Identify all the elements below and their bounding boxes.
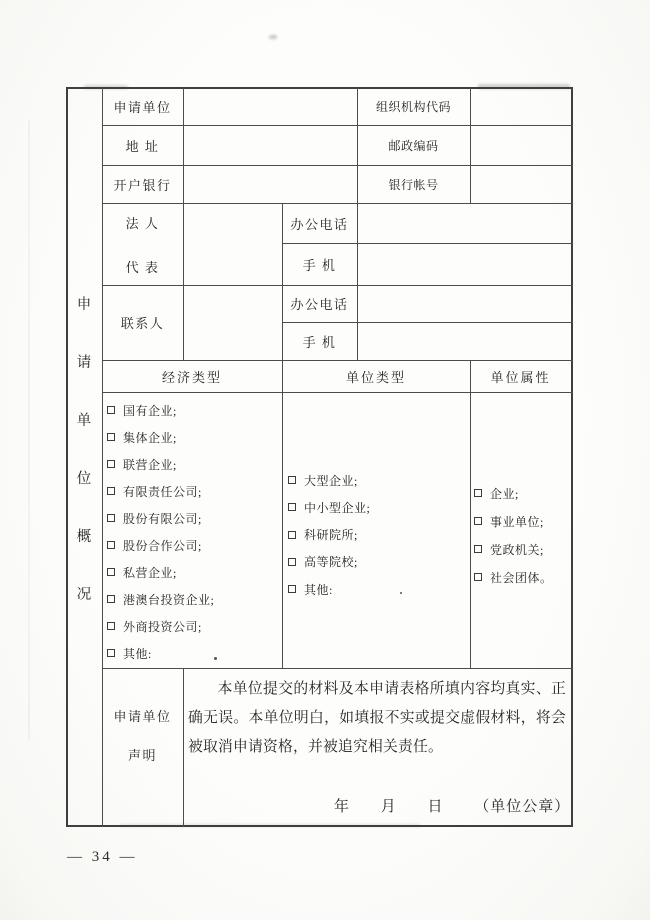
checkbox-icon — [474, 573, 482, 581]
economic-type-list — [107, 403, 279, 660]
declaration-label-line2: 声明 — [127, 747, 157, 763]
checkbox-label: 股份合作公司; — [123, 538, 202, 553]
checkbox-item — [107, 484, 279, 498]
legal-rep-office-phone-label: 办公电话 — [290, 216, 349, 232]
checkbox-item — [107, 511, 279, 525]
checkbox-icon — [107, 649, 115, 657]
scan-speck — [214, 657, 217, 660]
page-number: — 34 — — [67, 849, 138, 865]
checkbox-icon — [107, 406, 115, 414]
unit-type-list — [288, 473, 466, 596]
side-title-char: 位 — [76, 471, 92, 487]
legal-rep-mobile-value-cell — [357, 243, 571, 285]
legal-rep-label-line2: 代 表 — [125, 259, 160, 275]
checkbox-item — [107, 592, 279, 606]
checkbox-label: 科研院所; — [304, 528, 358, 542]
side-title-char: 单 — [76, 413, 92, 429]
checkbox-item — [107, 430, 279, 444]
checkbox-icon — [107, 460, 115, 468]
contact-office-phone-label: 办公电话 — [290, 297, 349, 312]
checkbox-item — [107, 565, 279, 579]
checkbox-item — [107, 538, 279, 552]
checkbox-label: 联营企业; — [123, 457, 177, 472]
unit-attribute-header: 单位属性 — [490, 369, 551, 385]
contact-office-phone-value-cell — [357, 285, 571, 322]
grid-line — [571, 87, 573, 827]
checkbox-label: 私营企业; — [123, 565, 177, 580]
legal-rep-mobile-label: 手 机 — [302, 257, 337, 273]
checkbox-icon — [288, 476, 296, 484]
checkbox-icon — [107, 568, 115, 576]
checkbox-item — [474, 514, 568, 528]
declaration-body: 本单位提交的材料及本申请表格所填内容均真实、正确无误。本单位明白，如填报不实或提交虚假材料，将会被取消申请资格，并被追究相关责任。 — [188, 681, 566, 755]
section-title-vertical — [66, 293, 102, 604]
checkbox-icon — [107, 514, 115, 522]
checkbox-item — [107, 403, 279, 417]
checkbox-label: 事业单位; — [490, 514, 544, 529]
checkbox-label: 其他: — [304, 582, 333, 597]
side-title-char: 申 — [76, 297, 92, 313]
applicant-unit-label: 申请单位 — [113, 99, 172, 115]
postal-code-label: 邮政编码 — [388, 138, 439, 153]
checkbox-label: 中小型企业; — [304, 500, 371, 515]
bank-account-value-cell — [470, 165, 571, 203]
checkbox-icon — [107, 595, 115, 603]
checkbox-item — [288, 473, 466, 487]
checkbox-item — [107, 646, 279, 660]
checkbox-icon — [288, 503, 296, 511]
checkbox-item — [288, 582, 466, 596]
checkbox-label: 国有企业; — [123, 403, 177, 418]
contact-mobile-label: 手 机 — [302, 334, 337, 350]
side-title-char: 请 — [76, 355, 92, 371]
checkbox-icon — [474, 489, 482, 497]
grid-line — [102, 392, 573, 393]
checkbox-label: 有限责任公司; — [123, 484, 202, 499]
contact-label: 联系人 — [120, 316, 165, 331]
checkbox-icon — [107, 622, 115, 630]
legal-rep-office-phone-value-cell — [357, 203, 571, 243]
checkbox-icon — [288, 585, 296, 593]
checkbox-icon — [107, 487, 115, 495]
checkbox-label: 党政机关; — [490, 542, 544, 557]
legal-rep-label — [102, 203, 183, 285]
checkbox-label: 高等院校; — [304, 555, 358, 570]
checkbox-item — [474, 486, 568, 500]
unit-type-header: 单位类型 — [345, 369, 406, 385]
checkbox-label: 社会团体。 — [490, 570, 553, 585]
side-title-char: 概 — [76, 529, 92, 545]
address-label: 地 址 — [125, 138, 160, 154]
contact-mobile-value-cell — [357, 322, 571, 360]
checkbox-label: 港澳台投资企业; — [123, 592, 215, 607]
checkbox-label: 其他: — [123, 646, 152, 661]
grid-line — [183, 668, 184, 827]
declaration-label-line1: 申请单位 — [113, 708, 172, 724]
checkbox-icon — [107, 541, 115, 549]
checkbox-label: 企业; — [490, 486, 519, 501]
checkbox-label: 集体企业; — [123, 430, 177, 445]
legal-rep-label-line1: 法 人 — [125, 215, 160, 231]
postal-code-value-cell — [470, 125, 571, 165]
form-table — [66, 87, 573, 827]
applicant-unit-value-cell — [183, 87, 357, 125]
bank-label: 开户银行 — [113, 177, 172, 193]
unit-attribute-list — [474, 486, 568, 584]
checkbox-icon — [288, 531, 296, 539]
contact-name-cell — [183, 285, 282, 360]
grid-line — [470, 360, 471, 668]
scan-speck — [269, 35, 277, 39]
declaration-label — [102, 668, 183, 827]
checkbox-icon — [474, 517, 482, 525]
economic-type-header: 经济类型 — [161, 369, 222, 385]
declaration-date-seal-line: 年 月 日 （单位公章） — [334, 799, 571, 815]
checkbox-item — [288, 528, 466, 542]
side-title-char: 况 — [76, 587, 92, 603]
checkbox-item — [288, 555, 466, 569]
bank-account-label: 银行帐号 — [388, 177, 439, 192]
checkbox-icon — [288, 558, 296, 566]
org-code-label: 组织机构代码 — [375, 99, 451, 114]
scan-speck — [400, 592, 402, 594]
address-value-cell — [183, 125, 357, 165]
checkbox-icon — [474, 545, 482, 553]
checkbox-label: 外商投资公司; — [123, 619, 202, 634]
legal-rep-name-cell — [183, 203, 282, 285]
bank-value-cell — [183, 165, 357, 203]
checkbox-item — [107, 457, 279, 471]
checkbox-item — [474, 570, 568, 584]
org-code-value-cell — [470, 87, 571, 125]
checkbox-item — [474, 542, 568, 556]
checkbox-item — [288, 500, 466, 514]
checkbox-label: 股份有限公司; — [123, 511, 202, 526]
checkbox-icon — [107, 433, 115, 441]
checkbox-label: 大型企业; — [304, 473, 358, 488]
checkbox-item — [107, 619, 279, 633]
scan-crease — [28, 120, 30, 740]
